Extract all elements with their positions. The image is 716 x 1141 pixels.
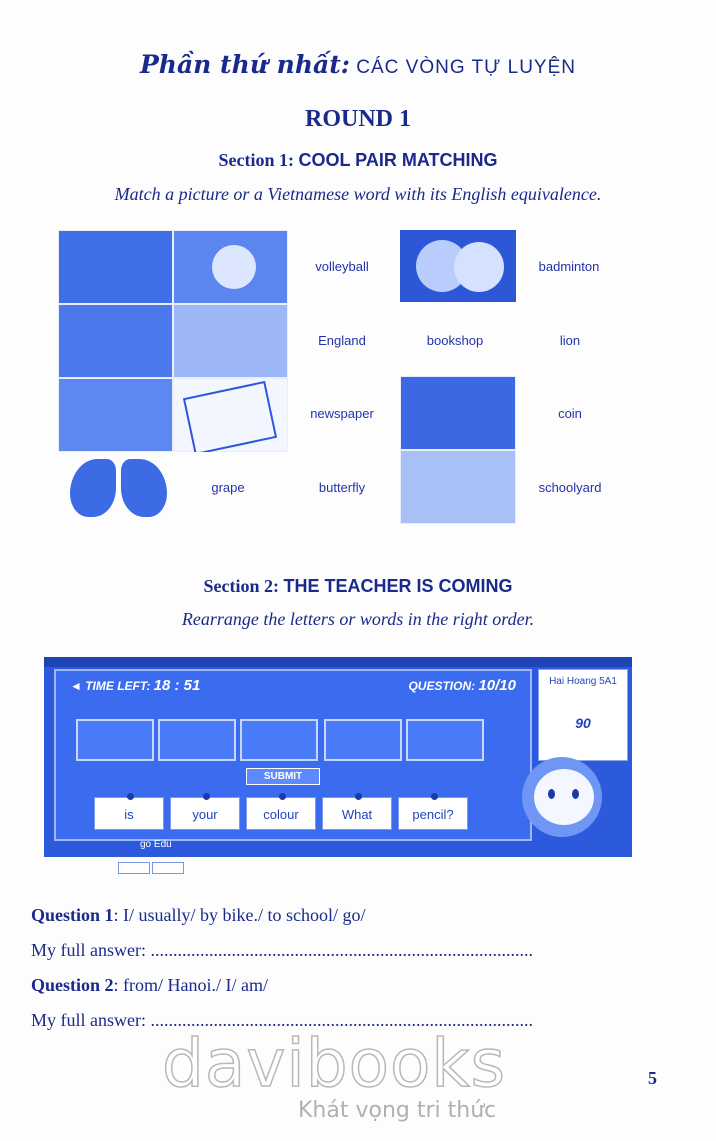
submit-button[interactable]: SUBMIT bbox=[246, 768, 320, 785]
timer bbox=[70, 677, 200, 694]
badminton-picture[interactable] bbox=[58, 378, 173, 452]
question-label: Question 1 bbox=[31, 905, 114, 925]
game-board bbox=[54, 669, 532, 841]
coin-picture[interactable] bbox=[400, 230, 516, 302]
back-arrow-icon[interactable]: ◄ bbox=[70, 679, 86, 693]
answer-slot[interactable] bbox=[240, 719, 318, 761]
answer-slot[interactable] bbox=[406, 719, 484, 761]
section1-instruction: Match a picture or a Vietnamese word with its English equivalence. bbox=[114, 184, 602, 204]
volleyball-picture[interactable] bbox=[58, 230, 173, 304]
word-chip[interactable]: your bbox=[170, 797, 240, 830]
word-chip[interactable]: colour bbox=[246, 797, 316, 830]
round-title: ROUND 1 bbox=[305, 106, 411, 132]
picture-grid-left bbox=[58, 230, 288, 452]
word-card[interactable]: England bbox=[318, 333, 366, 348]
part-label: Phần thứ nhất: bbox=[140, 50, 350, 79]
word-card[interactable]: badminton bbox=[538, 259, 600, 274]
game-screenshot bbox=[44, 657, 632, 857]
word-chip[interactable]: is bbox=[94, 797, 164, 830]
lion-picture[interactable] bbox=[173, 230, 288, 304]
player-panel bbox=[538, 669, 628, 761]
question-label: Question 2 bbox=[31, 975, 114, 995]
word-card[interactable]: schoolyard bbox=[538, 480, 602, 495]
word-card[interactable]: newspaper bbox=[310, 406, 374, 421]
answer-label: My full answer: bbox=[31, 1010, 146, 1030]
butterfly-picture[interactable] bbox=[66, 455, 171, 521]
watermark-slogan: Khát vọng tri thức bbox=[298, 1098, 497, 1123]
section1-title bbox=[0, 150, 716, 171]
brand-footer: go Edu bbox=[140, 839, 172, 850]
answer-slot[interactable] bbox=[158, 719, 236, 761]
tab-control[interactable] bbox=[118, 862, 150, 874]
question-text: : I/ usually/ by bike./ to school/ go/ bbox=[113, 905, 366, 925]
time-label: TIME LEFT: bbox=[85, 679, 151, 693]
browser-bar bbox=[44, 657, 632, 667]
mascot-face bbox=[534, 769, 594, 825]
section2-title bbox=[0, 576, 716, 597]
answer-slot[interactable] bbox=[76, 719, 154, 761]
picture-grid-right bbox=[400, 376, 516, 524]
answer-dots: ..................................................................................... bbox=[150, 940, 533, 960]
section2-instruction: Rearrange the letters or words in the right order. bbox=[181, 609, 535, 629]
tab-control[interactable] bbox=[152, 862, 184, 874]
bookshop-picture[interactable] bbox=[58, 304, 173, 378]
part-title: CÁC VÒNG TỰ LUYỆN bbox=[356, 57, 576, 78]
player-name: Hai Hoang 5A1 bbox=[549, 676, 617, 687]
question-2 bbox=[31, 975, 268, 996]
grape-picture[interactable] bbox=[173, 304, 288, 378]
answer-dots: ..................................................................................... bbox=[150, 1010, 533, 1030]
question-label: QUESTION: bbox=[408, 679, 476, 693]
question-counter bbox=[408, 677, 516, 694]
england-picture[interactable] bbox=[400, 376, 516, 450]
word-card[interactable]: volleyball bbox=[315, 259, 369, 274]
page-number: 5 bbox=[648, 1068, 657, 1088]
newspaper-picture[interactable] bbox=[173, 378, 288, 452]
section1-label: Section 1: bbox=[218, 150, 294, 170]
section2-label: Section 2: bbox=[203, 576, 279, 596]
question-value: 10/10 bbox=[478, 677, 516, 694]
word-chip[interactable]: pencil? bbox=[398, 797, 468, 830]
section1-name: COOL PAIR MATCHING bbox=[298, 150, 498, 170]
word-card[interactable]: bookshop bbox=[426, 333, 484, 348]
word-card[interactable]: lion bbox=[559, 333, 581, 348]
time-value: 18 : 51 bbox=[153, 677, 201, 694]
question-text: : from/ Hanoi./ I/ am/ bbox=[113, 975, 268, 995]
word-card[interactable]: grape bbox=[211, 480, 245, 495]
question-1 bbox=[31, 905, 366, 926]
schoolyard-picture[interactable] bbox=[400, 450, 516, 524]
answer-slot[interactable] bbox=[324, 719, 402, 761]
word-card[interactable]: butterfly bbox=[318, 480, 366, 495]
answer-label: My full answer: bbox=[31, 940, 146, 960]
word-chip[interactable]: What bbox=[322, 797, 392, 830]
page-header bbox=[0, 50, 716, 80]
word-card[interactable]: coin bbox=[558, 406, 582, 421]
section2-name: THE TEACHER IS COMING bbox=[283, 576, 513, 596]
watermark-brand: davibooks bbox=[162, 1025, 506, 1102]
answer-line-1[interactable] bbox=[31, 940, 533, 961]
player-score: 90 bbox=[575, 715, 591, 731]
